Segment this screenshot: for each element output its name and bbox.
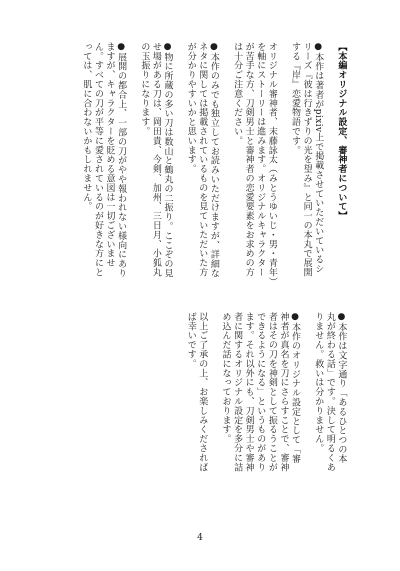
paragraph: ●本作は著者がpixiv上で掲載させていただいているシリーズ『彼は行きずりの光を望み』と同一の本丸で展開する『岸』恋愛物語です。	[290, 42, 324, 277]
document-page	[18, 16, 382, 556]
paragraph: ●展開の都合上、一部の刀がやや報われない様向にありますが、キャラクターを貶める意図は一切ございません。すべての刀が平等に愛されているのが好きな方にとっては、肌に合わないかもしれません。	[81, 42, 127, 278]
paragraph: オリジナル審神者、末藤詠太（みとうゆいじ・男・青年）を軸にストーリーは進みます。オリジナルキャラクターが苦手な方、刀剣男士と審神者の恋愛要素をお求めの方は十分ご注意ください。	[232, 42, 277, 282]
lower-text-block	[173, 312, 359, 472]
paragraph: ●物に所蔵の多い刀は数山と鶴丸の二振り。ここぞの見せ場がある刀は、岡田貴、今剣、加州、三日月、小狐丸の玉振りになります。	[139, 42, 173, 278]
page-number: 4	[197, 533, 203, 543]
paragraph: ●本作は文字通り「あるひとつの本丸が終わる話」です。決して明るくありません。救いは分かりません。	[313, 312, 347, 472]
paragraph: ●本作のみでも独立してお読みいただけますが、詳細なネタに関しては掲載されているものを見ていただいた方が分かりやすいかと思います。	[185, 42, 219, 278]
paragraph: 以上ご了承の上、お楽しみくださればば幸いです。	[185, 312, 208, 472]
paragraph: ●本作のオリジナル設定として「審神者が真名を刀にさらすことで、審神者はその刀を神剣として振るうことができるようになる」というものがあります。それ以外にも、刀剣男士や審神者に関するオリジナル設定を多分に詰め込んだ話になっております。	[220, 312, 301, 472]
section-heading: 【本編オリジナル設定、審神者について】	[336, 42, 347, 221]
upper-text-block	[68, 42, 358, 282]
